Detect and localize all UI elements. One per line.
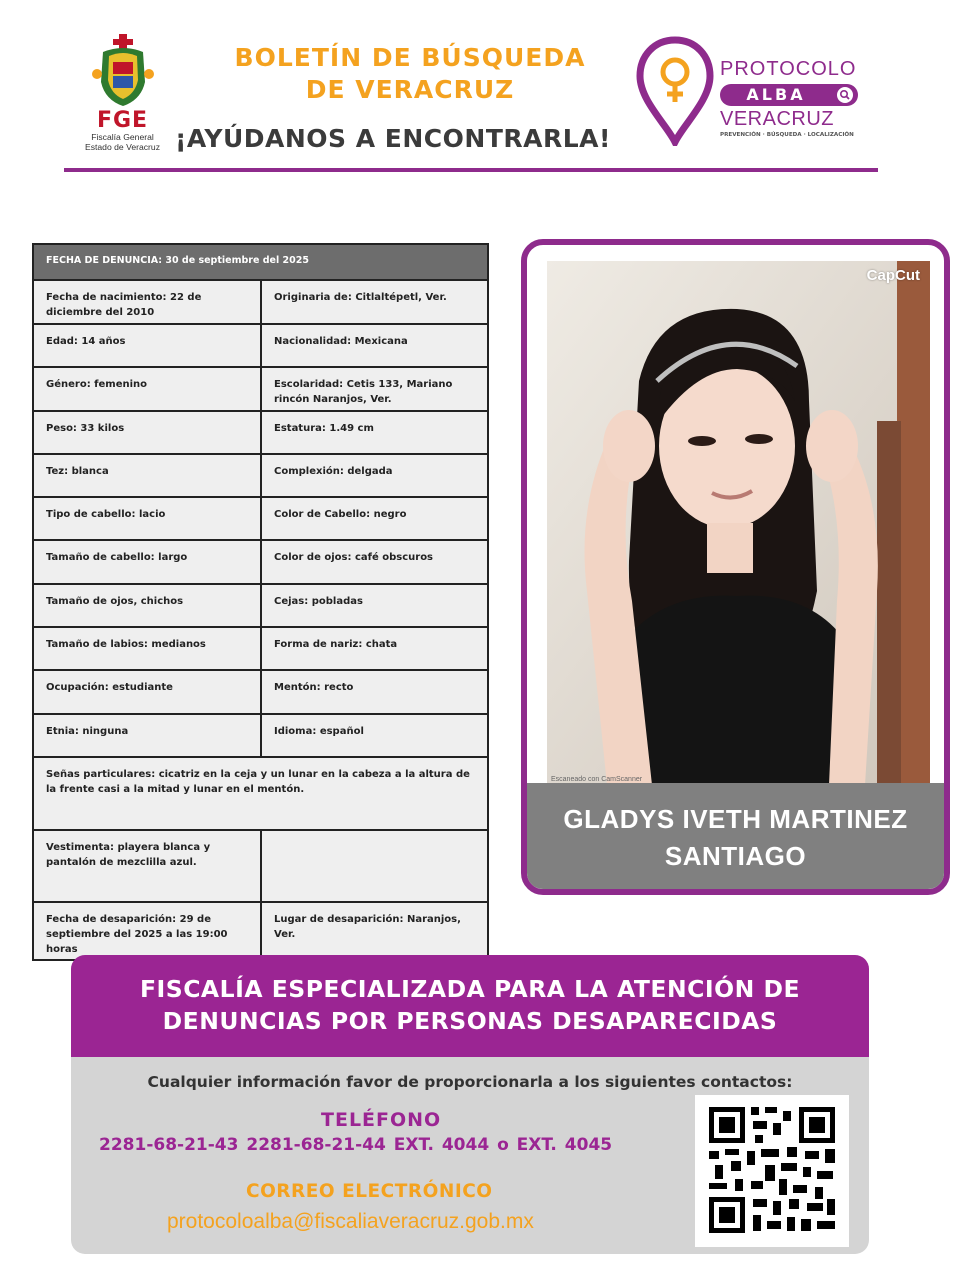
- cell-tipo-cabello: Tipo de cabello: lacio: [34, 498, 262, 541]
- alba-pill: [720, 84, 858, 106]
- cell-tamano-ojos: Tamaño de ojos, chichos: [34, 585, 262, 628]
- missing-person-data-table: [32, 243, 489, 961]
- cell-tamano-cabello: Tamaño de cabello: largo: [34, 541, 262, 585]
- title-line-2: DE VERACRUZ: [305, 75, 515, 104]
- cell-cejas: Cejas: pobladas: [262, 585, 487, 628]
- cell-fecha-desaparicion: Fecha de desaparición: 29 de septiembre del 2025 a las 19:00 horas: [34, 903, 262, 959]
- cell-fecha-nacimiento: Fecha de nacimiento: 22 de diciembre del 2010: [34, 281, 262, 325]
- email-link[interactable]: protocoloalba@fiscaliaveracruz.gob.mx: [167, 1210, 534, 1233]
- cell-etnia: Etnia: ninguna: [34, 715, 262, 758]
- phone-label: TELÉFONO: [321, 1109, 442, 1131]
- alba-protocolo-text: PROTOCOLO: [720, 58, 857, 80]
- cell-ocupacion: Ocupación: estudiante: [34, 671, 262, 715]
- alba-tagline: PREVENCIÓN · BÚSQUEDA · LOCALIZACIÓN: [720, 132, 854, 138]
- fge-name-line1: Fiscalía General: [91, 132, 154, 142]
- portrait-illustration: [547, 261, 930, 785]
- missing-person-name: GLADYS IVETH MARTINEZ SANTIAGO: [563, 804, 908, 871]
- cell-color-ojos: Color de ojos: café obscuros: [262, 541, 487, 585]
- cell-idioma: Idioma: español: [262, 715, 487, 758]
- bulletin-header: [0, 0, 955, 180]
- phone-numbers[interactable]: 2281-68-21-43 2281-68-21-44 EXT. 4044 o EXT. 4045: [99, 1135, 613, 1155]
- cell-nacionalidad: Nacionalidad: Mexicana: [262, 325, 487, 368]
- cell-complexion: Complexión: delgada: [262, 455, 487, 498]
- cell-empty: [262, 831, 487, 903]
- location-pin-female-icon: [636, 36, 714, 146]
- alba-word: ALBA: [746, 85, 806, 104]
- cell-estatura: Estatura: 1.49 cm: [262, 412, 487, 455]
- cell-peso: Peso: 33 kilos: [34, 412, 262, 455]
- cell-edad: Edad: 14 años: [34, 325, 262, 368]
- table-header-fecha-denuncia: FECHA DE DENUNCIA: 30 de septiembre del 2025: [34, 245, 487, 281]
- cell-lugar-desaparicion: Lugar de desaparición: Naranjos, Ver.: [274, 914, 461, 940]
- cell-tamano-labios: Tamaño de labios: medianos: [34, 628, 262, 671]
- fiscalia-banner: [71, 955, 869, 1057]
- header-divider: [64, 168, 878, 172]
- name-bar: [527, 783, 944, 889]
- cell-forma-nariz: Forma de nariz: chata: [262, 628, 487, 671]
- cell-color-cabello: Color de Cabello: negro: [262, 498, 487, 541]
- cell-originaria: Originaria de: Citlaltépetl, Ver.: [262, 281, 487, 325]
- contact-box: [71, 1057, 869, 1254]
- cell-vestimenta: Vestimenta: playera blanca y pantalón de mezclilla azul.: [34, 831, 262, 903]
- bulletin-subtitle: ¡AYÚDANOS A ENCONTRARLA!: [175, 124, 611, 153]
- camscanner-note: Escaneado con CamScanner: [551, 776, 643, 783]
- cell-genero: Género: femenino: [34, 368, 262, 412]
- qr-code-icon[interactable]: [695, 1095, 849, 1247]
- bulletin-title: [160, 42, 660, 106]
- missing-person-photo: [547, 261, 930, 785]
- title-line-1: BOLETÍN DE BÚSQUEDA: [234, 43, 586, 72]
- cell-senas-particulares: Señas particulares: cicatriz en la ceja y un lunar en la cabeza a la altura de la frente casi a la mitad y lunar en el mentón.: [34, 758, 487, 831]
- capcut-watermark: CapCut: [866, 267, 920, 284]
- search-icon: [837, 87, 853, 103]
- protocolo-alba-logo: [636, 36, 876, 146]
- cell-escolaridad: Escolaridad: Cetis 133, Mariano rincón Naranjos, Ver.: [262, 368, 487, 412]
- email-label: CORREO ELECTRÓNICO: [246, 1181, 493, 1202]
- fge-name-line2: Estado de Veracruz: [84, 142, 160, 152]
- contact-intro: Cualquier información favor de proporcionarla a los siguientes contactos:: [147, 1073, 793, 1091]
- alba-veracruz-text: VERACRUZ: [720, 108, 835, 130]
- fge-shield-icon: [91, 34, 155, 108]
- fiscalia-title: FISCALÍA ESPECIALIZADA PARA LA ATENCIÓN DE DENUNCIAS POR PERSONAS DESAPARECIDAS: [139, 975, 801, 1035]
- cell-menton: Mentón: recto: [262, 671, 487, 715]
- photo-card: [521, 239, 950, 895]
- fge-abbreviation: FGE: [96, 108, 149, 133]
- cell-tez: Tez: blanca: [34, 455, 262, 498]
